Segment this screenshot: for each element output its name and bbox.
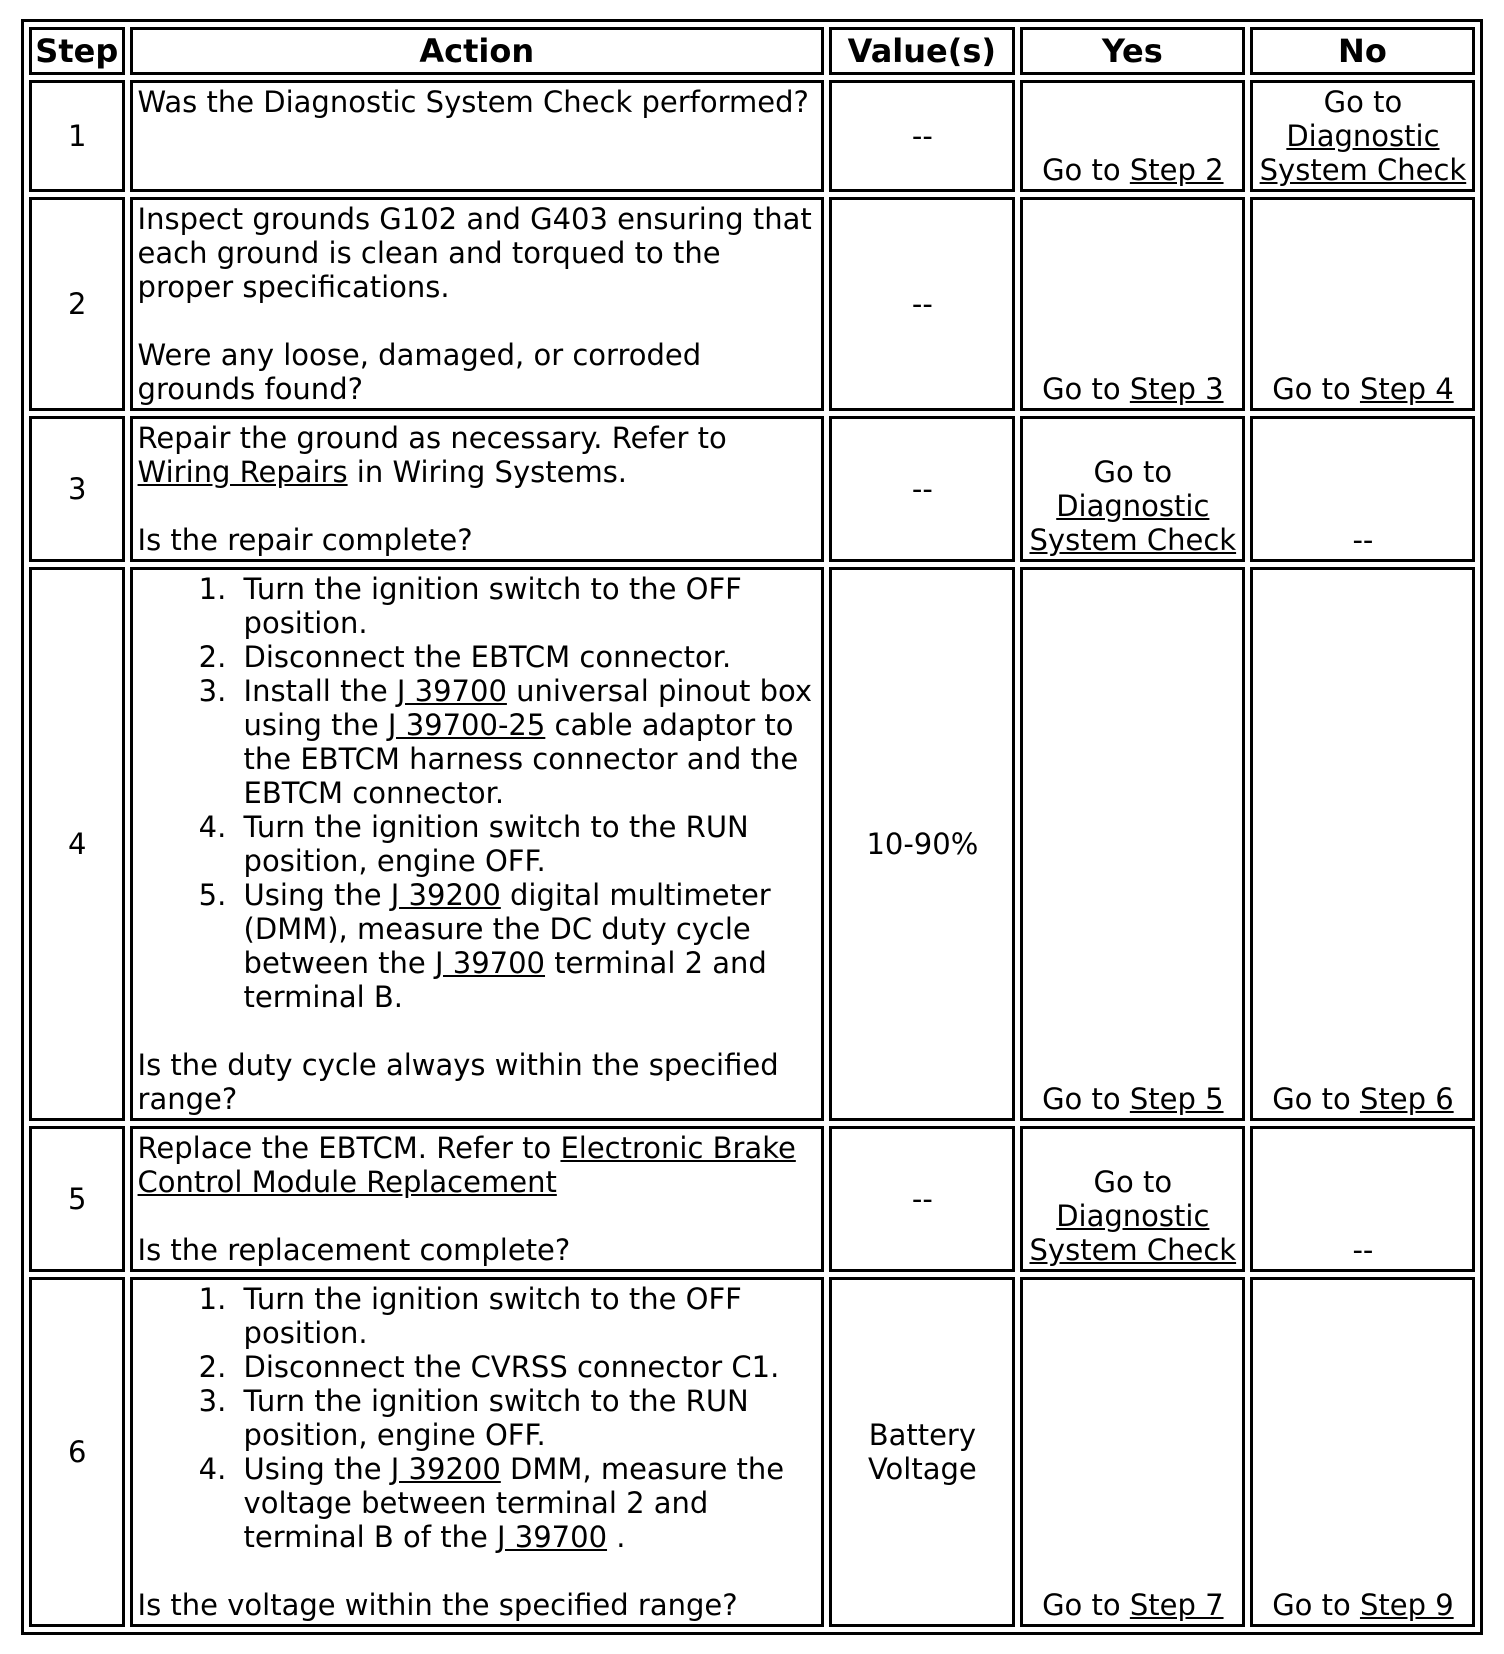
action-text-part: Repair the ground as necessary. Refer to bbox=[137, 421, 727, 455]
no-prefix: Go to bbox=[1272, 1588, 1360, 1622]
diagnostic-table bbox=[21, 19, 1483, 1635]
link-diagnostic-system-check[interactable]: Diagnostic System Check bbox=[1259, 119, 1467, 187]
list-item: 2. Disconnect the EBTCM connector. bbox=[236, 640, 817, 674]
action-cell bbox=[130, 197, 824, 411]
list-item: 2. Disconnect the CVRSS connector C1. bbox=[236, 1350, 817, 1384]
no-cell bbox=[1250, 1277, 1475, 1627]
action-cell bbox=[130, 1277, 824, 1627]
value-line: Battery bbox=[868, 1418, 977, 1452]
list-item: 1. Turn the ignition switch to the OFF position. bbox=[236, 572, 817, 640]
table-row bbox=[29, 80, 1475, 192]
header-no: No bbox=[1250, 27, 1475, 75]
link-j-39700[interactable]: J 39700 bbox=[497, 1520, 608, 1554]
link-step-9[interactable]: Step 9 bbox=[1359, 1588, 1454, 1622]
procedure-list bbox=[138, 1282, 817, 1554]
link-j-39200[interactable]: J 39200 bbox=[390, 878, 501, 912]
yes-cell bbox=[1020, 1126, 1245, 1272]
yes-prefix: Go to bbox=[1093, 455, 1173, 489]
yes-cell bbox=[1020, 197, 1245, 411]
action-question: Is the duty cycle always within the specified range? bbox=[137, 1048, 779, 1116]
list-item: 1. Turn the ignition switch to the OFF position. bbox=[236, 1282, 817, 1350]
value-cell: -- bbox=[829, 197, 1015, 411]
no-prefix: Go to bbox=[1272, 372, 1360, 406]
value-cell: -- bbox=[829, 416, 1015, 562]
yes-prefix: Go to bbox=[1042, 372, 1130, 406]
link-j-39700[interactable]: J 39700 bbox=[396, 674, 507, 708]
value-cell: -- bbox=[829, 1126, 1015, 1272]
action-cell bbox=[130, 1126, 824, 1272]
link-wiring-repairs[interactable]: Wiring Repairs bbox=[137, 455, 348, 489]
action-text: Was the Diagnostic System Check performed? bbox=[137, 85, 809, 119]
action-question: Is the repair complete? bbox=[137, 523, 473, 557]
link-step-5[interactable]: Step 5 bbox=[1129, 1082, 1224, 1116]
item-text-part: . bbox=[607, 1520, 626, 1554]
no-cell bbox=[1250, 80, 1475, 192]
yes-cell bbox=[1020, 416, 1245, 562]
action-cell bbox=[130, 416, 824, 562]
item-text-part: terminal 2 and terminal B. bbox=[243, 946, 767, 1014]
link-j-39700[interactable]: J 39700 bbox=[434, 946, 546, 980]
no-cell: -- bbox=[1250, 416, 1475, 562]
list-item bbox=[236, 674, 817, 810]
table-row bbox=[29, 567, 1475, 1121]
action-question: Were any loose, damaged, or corroded grounds found? bbox=[137, 338, 702, 406]
action-question: Is the replacement complete? bbox=[137, 1233, 571, 1267]
table-row bbox=[29, 416, 1475, 562]
yes-prefix: Go to bbox=[1042, 1082, 1130, 1116]
yes-prefix: Go to bbox=[1042, 1588, 1130, 1622]
link-diagnostic-system-check[interactable]: Diagnostic System Check bbox=[1029, 1199, 1237, 1267]
spacer bbox=[138, 1014, 817, 1048]
step-number: 4 bbox=[29, 567, 125, 1121]
table-row bbox=[29, 197, 1475, 411]
value-cell: 10-90% bbox=[829, 567, 1015, 1121]
step-number: 6 bbox=[29, 1277, 125, 1627]
list-item: 4. Turn the ignition switch to the RUN position, engine OFF. bbox=[236, 810, 817, 878]
step-number: 5 bbox=[29, 1126, 125, 1272]
item-text-part: Install the bbox=[243, 674, 397, 708]
yes-cell bbox=[1020, 567, 1245, 1121]
list-item bbox=[236, 1452, 817, 1554]
value-cell: -- bbox=[829, 80, 1015, 192]
link-step-6[interactable]: Step 6 bbox=[1359, 1082, 1454, 1116]
action-cell bbox=[130, 80, 824, 192]
table-row bbox=[29, 1277, 1475, 1627]
action-text bbox=[138, 1131, 817, 1199]
action-question: Is the voltage within the specified range? bbox=[137, 1588, 738, 1622]
item-text-part: DMM, measure the voltage between terminal 2 and terminal B of the bbox=[243, 1452, 785, 1554]
link-step-2[interactable]: Step 2 bbox=[1129, 153, 1224, 187]
action-text-part: Replace the EBTCM. Refer to bbox=[137, 1131, 561, 1165]
no-prefix: Go to bbox=[1272, 1082, 1360, 1116]
header-yes: Yes bbox=[1020, 27, 1245, 75]
yes-cell bbox=[1020, 80, 1245, 192]
step-number: 3 bbox=[29, 416, 125, 562]
procedure-list bbox=[138, 572, 817, 1014]
link-step-7[interactable]: Step 7 bbox=[1129, 1588, 1224, 1622]
header-action: Action bbox=[130, 27, 824, 75]
header-values: Value(s) bbox=[829, 27, 1015, 75]
table-row bbox=[29, 1126, 1475, 1272]
list-item bbox=[236, 878, 817, 1014]
value-line: Voltage bbox=[867, 1452, 977, 1486]
yes-cell bbox=[1020, 1277, 1245, 1627]
header-row bbox=[29, 27, 1475, 75]
step-number: 1 bbox=[29, 80, 125, 192]
spacer bbox=[138, 1554, 817, 1588]
item-text-part: Using the bbox=[243, 878, 391, 912]
link-j-39200[interactable]: J 39200 bbox=[390, 1452, 501, 1486]
no-cell: -- bbox=[1250, 1126, 1475, 1272]
link-step-3[interactable]: Step 3 bbox=[1129, 372, 1224, 406]
item-text-part: cable adaptor to the EBTCM harness connector and the EBTCM connector. bbox=[243, 708, 799, 810]
item-text-part: digital multimeter (DMM), measure the DC duty cycle between the bbox=[243, 878, 771, 980]
link-j-39700-25[interactable]: J 39700-25 bbox=[387, 708, 546, 742]
link-ebcm-replacement[interactable]: Electronic Brake Control Module Replacement bbox=[137, 1131, 796, 1199]
list-item: 3. Turn the ignition switch to the RUN position, engine OFF. bbox=[236, 1384, 817, 1452]
no-cell bbox=[1250, 567, 1475, 1121]
diagnostic-table-container bbox=[21, 19, 1483, 1635]
header-step: Step bbox=[29, 27, 125, 75]
value-cell bbox=[829, 1277, 1015, 1627]
action-cell bbox=[130, 567, 824, 1121]
link-step-4[interactable]: Step 4 bbox=[1359, 372, 1454, 406]
action-text: Inspect grounds G102 and G403 ensuring that each ground is clean and torqued to the proper specifications. bbox=[137, 202, 812, 304]
action-text-part: in Wiring Systems. bbox=[347, 455, 628, 489]
step-number: 2 bbox=[29, 197, 125, 411]
link-diagnostic-system-check[interactable]: Diagnostic System Check bbox=[1029, 489, 1237, 557]
item-text-part: universal pinout box using the bbox=[243, 674, 813, 742]
action-text bbox=[138, 421, 817, 489]
yes-prefix: Go to bbox=[1042, 153, 1130, 187]
no-prefix: Go to bbox=[1323, 85, 1403, 119]
yes-prefix: Go to bbox=[1093, 1165, 1173, 1199]
no-cell bbox=[1250, 197, 1475, 411]
item-text-part: Using the bbox=[243, 1452, 391, 1486]
